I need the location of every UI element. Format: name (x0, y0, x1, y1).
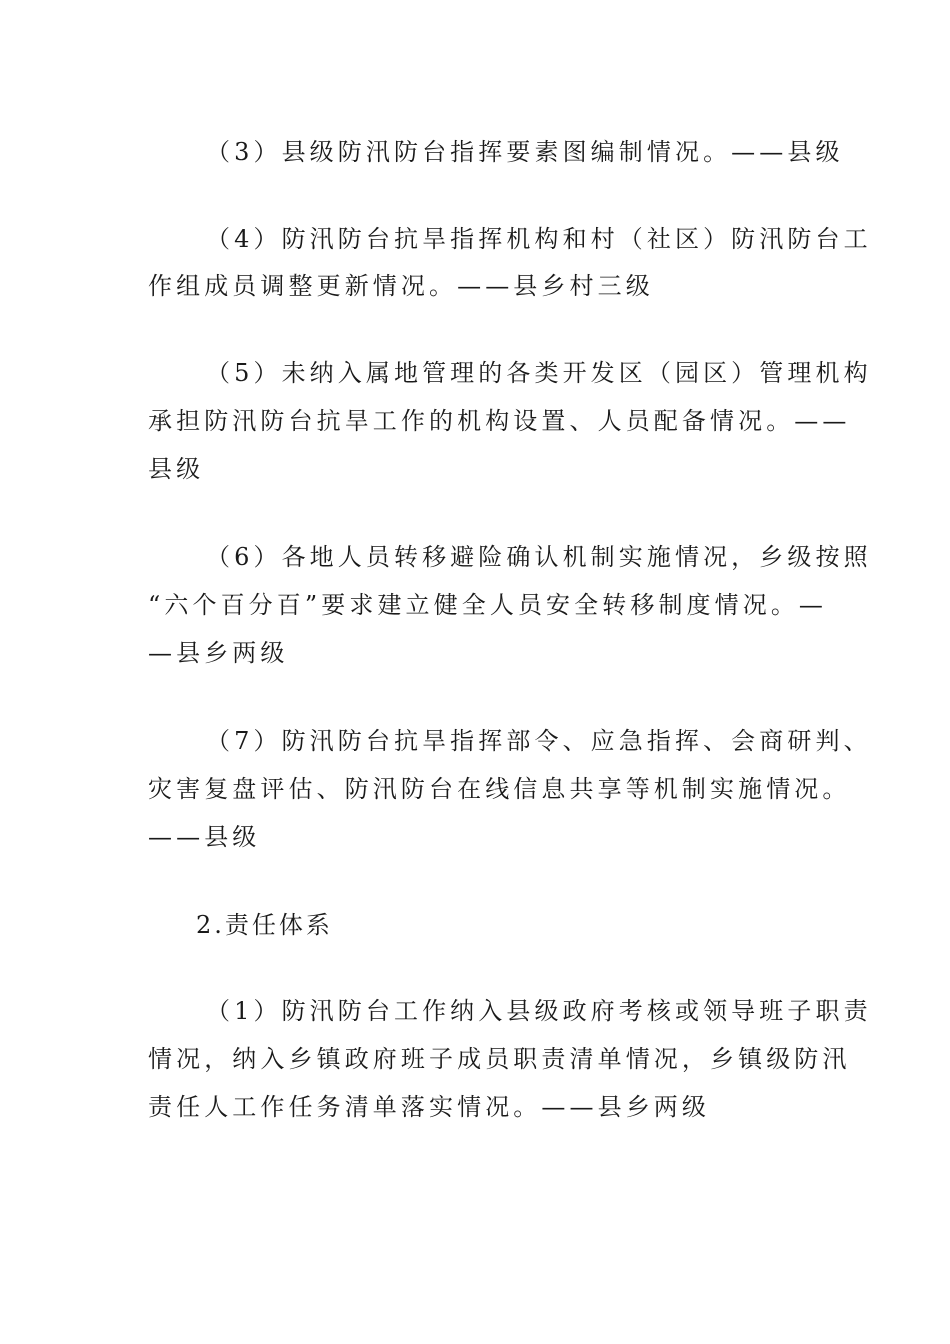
paragraph-4-line-1: （4）防汛防台抗旱指挥机构和村（社区）防汛防台工 (206, 225, 872, 253)
paragraph-7-line-1: （7）防汛防台抗旱指挥部令、应急指挥、会商研判、 (206, 727, 872, 755)
paragraph-6-line-2: “六个百分百”要求建立健全人员安全转移制度情况。— (148, 591, 828, 619)
paragraph-1-line-1: （1）防汛防台工作纳入县级政府考核或领导班子职责 (206, 997, 872, 1025)
paragraph-1-line-2: 情况，纳入乡镇政府班子成员职责清单情况，乡镇级防汛 (148, 1045, 851, 1073)
section-heading: 2.责任体系 (196, 911, 333, 939)
paragraph-7-line-2: 灾害复盘评估、防汛防台在线信息共享等机制实施情况。 (148, 775, 851, 803)
paragraph-5-line-2: 承担防汛防台抗旱工作的机构设置、人员配备情况。—— (148, 407, 851, 435)
paragraph-6-line-3: —县乡两级 (148, 639, 289, 667)
paragraph-1-line-3: 责任人工作任务清单落实情况。——县乡两级 (148, 1093, 710, 1121)
paragraph-3-line-1: （3）县级防汛防台指挥要素图编制情况。——县级 (206, 138, 844, 166)
paragraph-5-line-3: 县级 (148, 455, 205, 483)
paragraph-7-line-3: ——县级 (148, 823, 261, 851)
paragraph-4-line-2: 作组成员调整更新情况。——县乡村三级 (148, 272, 654, 300)
paragraph-6-line-1: （6）各地人员转移避险确认机制实施情况，乡级按照 (206, 543, 872, 571)
paragraph-5-line-1: （5）未纳入属地管理的各类开发区（园区）管理机构 (206, 359, 872, 387)
